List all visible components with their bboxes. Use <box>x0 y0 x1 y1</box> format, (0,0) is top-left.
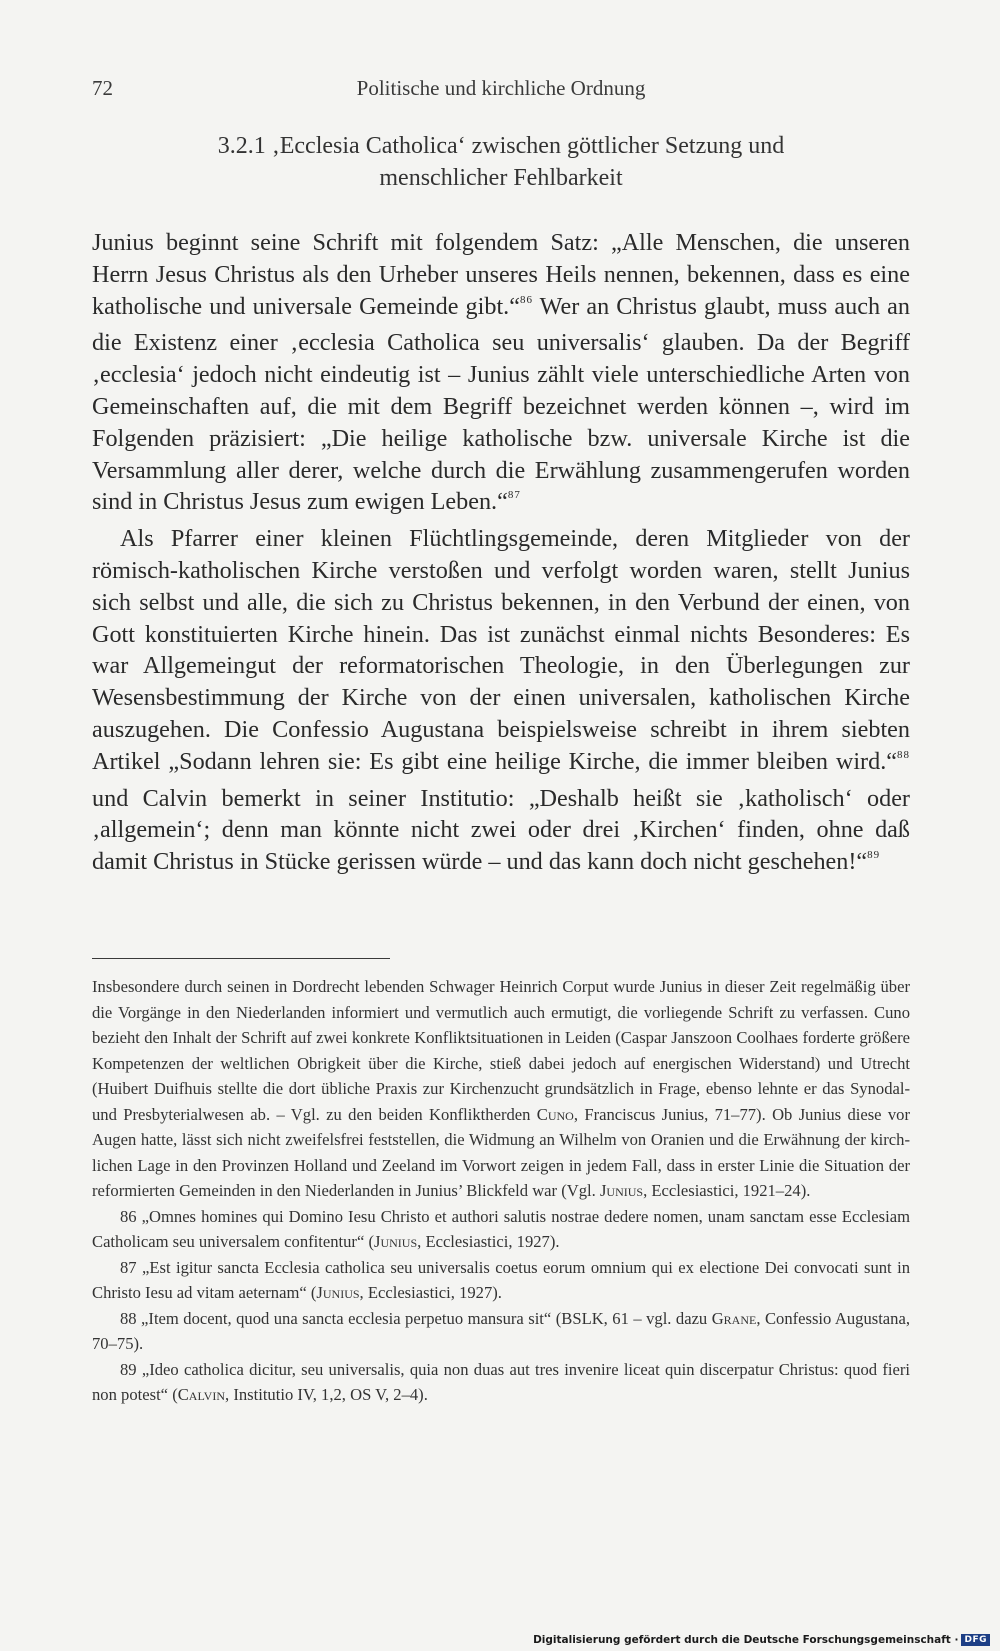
footnote-89-text-a: 89 „Ideo catholica dicitur, seu universalis, quia non duas aut tres invenire liceat quin discerpatur Christus: quod fieri non potest“ ( <box>92 1359 910 1404</box>
footnote-continuation <box>92 974 910 1204</box>
footnote-88-text-a: 88 „Item docent, quod una sancta ecclesia perpetuo mansura sit“ (BSLK, 61 – vgl. dazu <box>120 1308 712 1328</box>
digitization-credit-text: Digitalisierung gefördert durch die Deutsche Forschungsgemeinschaft · <box>533 1634 959 1646</box>
footnote-89-author: Calvin <box>177 1385 226 1404</box>
footnote-86-text-a: 86 „Omnes homines qui Domino Iesu Christo et authori salutis nostrae dedere nomen, unam sanctam esse Ecclesiam Catholicam seu universalem confitentur“ ( <box>92 1206 910 1251</box>
section-title-line-2: menschlicher Fehlbarkeit <box>379 165 623 191</box>
footnote-89-text-b: , Institutio IV, 1,2, OS V, 2–4). <box>225 1385 428 1404</box>
paragraph-1-part-b: Wer an Christus glaubt, muss auch an die Existenz einer ‚ecclesia Catholica seu universalis‘ glauben. Da der Begriff ‚ecclesia‘ jedoch nicht eindeutig ist – Junius zählt viele unterschiedliche Arten von Gemeinschaften auf, die mit dem Begriff bezeichnet werden können –, wird im Folgenden präzisiert: „Die heilige katholische bzw. universale Kirche ist die Versammlung aller derer, welche durch die Erwählung zusammengerufen worden sind in Christus Jesus zum ewigen Leben.“ <box>92 292 910 516</box>
section-title-line-1: 3.2.1 ‚Ecclesia Catholica‘ zwischen göttlicher Setzung und <box>217 133 785 159</box>
footnote-ref-89[interactable]: 89 <box>867 849 881 862</box>
footnote-87 <box>92 1255 910 1306</box>
digitization-credit <box>533 1634 990 1646</box>
author-junius: Junius <box>599 1181 644 1200</box>
dfg-logo-icon: DFG <box>961 1634 990 1646</box>
footnote-ref-87[interactable]: 87 <box>507 489 521 502</box>
footnote-continuation-text-b: , Franciscus Junius, 71–77). Ob Junius diese vor Augen hatte, lässt sich nicht zweifelsfrei feststellen, die Widmung an Wilhelm von Oranien und die Erwähnung der kirchlichen Lage in den Provinzen Holland und Zeeland im Vorwort zeigen in jedem Fall, dass in erster Linie die Situation der reformierten Gemeinden in den Niederlanden in Junius’ Blickfeld war (Vgl. <box>92 1104 911 1200</box>
footnotes <box>92 974 910 1408</box>
paragraph-2-part-b: und Calvin bemerkt in seiner Institutio: „Deshalb heißt sie ‚katholisch‘ oder ‚allgemein‘; denn man könnte nicht zwei oder drei ‚Kirchen‘ finden, ohne daß damit Christus in Stücke gerissen würde – und das kann doch nicht geschehen!“ <box>92 784 910 876</box>
footnote-87-author: Junius <box>316 1283 360 1302</box>
footnote-86 <box>92 1204 910 1255</box>
page-header <box>92 76 910 110</box>
author-cuno: Cuno <box>536 1104 574 1124</box>
footnote-continuation-text-a: Insbesondere durch seinen in Dordrecht lebenden Schwager Heinrich Corput wurde Junius in dieser Zeit regelmäßig über die Vorgänge in den Niederlanden informiert und vermutlich auch ermutigt, die vorliegende Schrift zu verfassen. Cuno bezieht den Inhalt der Schrift auf zwei konkrete Konfliktsituationen in Leiden (Caspar Janszoon Coolhaes forderte größere Kompetenzen der weltlichen Obrigkeit über die Kirche, stieß dabei jedoch auf energischen Widerstand) und Utrecht (Huibert Duifhuis stellte die dort übliche Praxis zur Kirchenzucht grundsätzlich in Frage, ebenso lehnte er das Synodal- und Presbyterialwesen ab. – Vgl. zu den beiden Konfliktherden <box>92 977 910 1124</box>
paragraph-1-part-a: Junius beginnt seine Schrift mit folgendem Satz: „Alle Menschen, die unseren Herrn Jesus Christus als den Urheber unseres Heils nennen, bekennen, dass es eine katholische und universale Gemeinde gibt.“ <box>92 229 910 320</box>
footnote-87-text-a: 87 „Est igitur sancta Ecclesia catholica seu universalis coetus eorum omnium qui ex electione Dei convocati sunt in Christo Iesu ad vitam aeternam“ ( <box>92 1257 910 1302</box>
footnote-88 <box>92 1306 910 1357</box>
footnote-87-text-b: , Ecclesiastici, 1927). <box>359 1283 502 1302</box>
footnote-ref-88[interactable]: 88 <box>897 748 910 761</box>
running-head: Politische und kirchliche Ordnung <box>356 76 646 100</box>
page-number: 72 <box>92 76 113 100</box>
paragraph-2-part-a: Als Pfarrer einer kleinen Flüchtlingsgemeinde, deren Mitglieder von der römisch-katholischen Kirche verstoßen und verfolgt worden waren, stellt Junius sich selbst und alle, die sich zu Christus bekennen, in den Verbund der einen, von Gott konstituierten Kirche hinein. Das ist zunächst einmal nichts Besonderes: Es war Allgemeingut der reformatorischen Theologie, in den Überlegungen zur Wesensbestimmung der Kirche von der einen universalen, katholischen Kirche auszugehen. Die Confessio Augustana beispielsweise schreibt in ihrem siebten Artikel „Sodann lehren sie: Es gibt eine heilige Kirche, die immer bleiben wird.“ <box>92 525 910 775</box>
footnote-89 <box>92 1357 910 1408</box>
footnote-86-author: Junius <box>374 1232 418 1251</box>
body-text <box>92 227 910 883</box>
paragraph-2 <box>92 523 910 883</box>
footnote-88-text-b: , Confessio Augustana, 70–75). <box>92 1308 910 1353</box>
footnote-ref-86[interactable]: 86 <box>519 293 533 306</box>
footnote-86-text-b: , Ecclesiastici, 1927). <box>417 1232 560 1251</box>
footnote-88-author: Grane <box>711 1308 757 1328</box>
paragraph-1 <box>92 227 910 523</box>
footnote-continuation-text-c: , Ecclesiastici, 1921–24). <box>643 1181 811 1200</box>
footnote-separator <box>92 958 390 959</box>
section-title <box>92 130 910 194</box>
